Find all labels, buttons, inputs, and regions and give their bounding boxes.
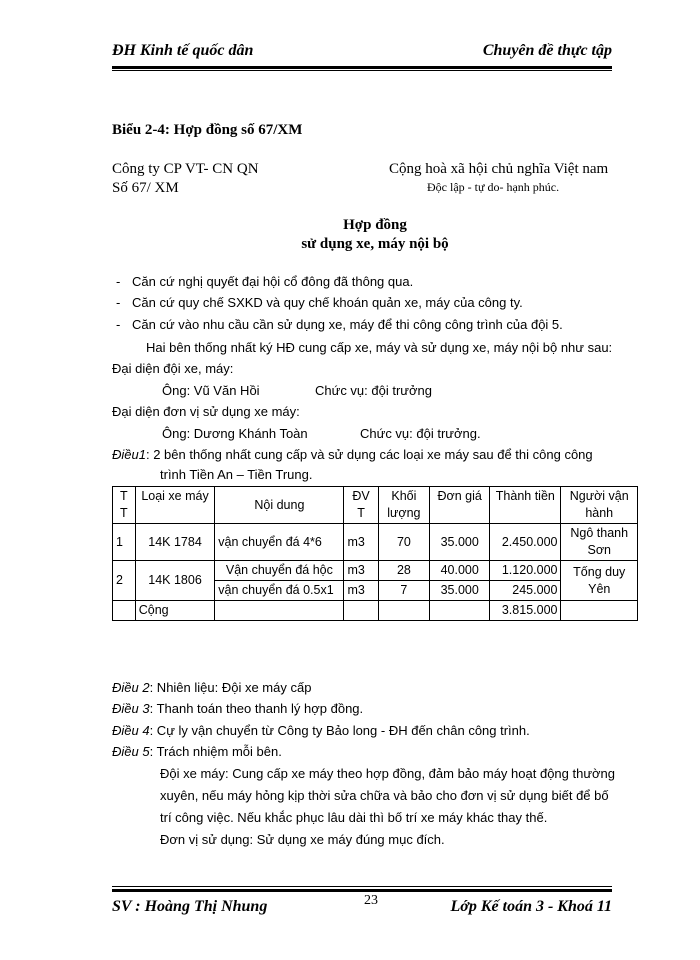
basis-bullet: -: [116, 317, 121, 332]
cell-content: vận chuyển đá 0.5x1: [215, 581, 344, 601]
article-5: [112, 744, 282, 759]
header-university: ĐH Kinh tế quốc dân: [112, 42, 254, 59]
table-row: [113, 561, 638, 581]
header-rule-thick: [112, 66, 612, 69]
article-label: Điều 5: [112, 744, 150, 759]
cell-qty: 7: [378, 581, 430, 601]
basis-item: Căn cứ vào nhu cầu cần sử dụng xe, máy để thi công công trình của đội 5.: [132, 317, 563, 332]
article-text: : Thanh toán theo thanh lý hợp đồng.: [149, 701, 364, 716]
basis-bullet: -: [116, 274, 121, 289]
article-1-text: : 2 bên thống nhất cung cấp và sử dụng các loại xe máy sau để thi công công: [145, 447, 593, 462]
party-a-label: Đại diện đội xe, máy:: [112, 361, 234, 376]
article-1: [112, 447, 593, 462]
article-text: : Nhiên liệu: Đội xe máy cấp: [149, 680, 312, 695]
cell-amount: 245.000: [490, 581, 561, 601]
article-1-label: Điều1: [112, 447, 146, 462]
agreement-intro: Hai bên thống nhất ký HĐ cung cấp xe, máy và sử dụng xe, máy nội bộ như sau:: [146, 340, 613, 355]
cell-amount: 1.120.000: [490, 561, 561, 581]
article-4: [112, 723, 530, 738]
col-header-price: Đơn giá: [430, 487, 490, 524]
party-a-person: Ông: Vũ Văn Hồi: [162, 383, 260, 398]
cell-qty: 28: [378, 561, 430, 581]
article-text: : Cự ly vận chuyển từ Công ty Bảo long - ĐH đến chân công trình.: [149, 723, 530, 738]
cell-total-label: Cộng: [135, 601, 215, 621]
footer-class: Lớp Kế toán 3 - Khoá 11: [450, 898, 612, 915]
contract-number: Số 67/ XM: [112, 180, 179, 196]
cell-empty: [561, 601, 638, 621]
republic-name: Cộng hoà xã hội chủ nghĩa Việt nam: [389, 161, 609, 177]
party-b-person: Ông: Dương Khánh Toàn: [162, 426, 308, 441]
fleet-responsibility-cont: trí công việc. Nếu khắc phục lâu dài thì bố trí xe máy khác thay thế.: [160, 810, 548, 825]
article-text: : Trách nhiệm mỗi bên.: [149, 744, 282, 759]
cell-content: vận chuyển đá 4*6: [215, 524, 344, 561]
cell-empty: [430, 601, 490, 621]
col-header-type: Loại xe máy: [135, 487, 215, 524]
col-header-unit: ĐV T: [344, 487, 378, 524]
fleet-responsibility: Đội xe máy: Cung cấp xe máy theo hợp đồng, đảm bảo máy hoạt động thường: [160, 766, 616, 781]
cell-empty: [215, 601, 344, 621]
table-row: [113, 524, 638, 561]
contract-subtitle: sử dụng xe, máy nội bộ: [301, 236, 449, 252]
basis-bullet: -: [116, 295, 121, 310]
article-2: [112, 680, 311, 695]
footer-student: SV : Hoàng Thị Nhung: [112, 898, 268, 915]
cell-unit: m3: [344, 561, 378, 581]
figure-caption: Biểu 2-4: Hợp đồng số 67/XM: [112, 122, 303, 138]
article-label: Điều 4: [112, 723, 150, 738]
header-rule-thin: [112, 70, 612, 71]
cell-qty: 70: [378, 524, 430, 561]
basis-item: Căn cứ nghị quyết đại hội cổ đông đã thông qua.: [132, 274, 414, 289]
page-header: [112, 42, 612, 66]
fleet-responsibility-cont: xuyên, nếu máy hỏng kịp thời sửa chữa và bảo cho đơn vị sử dụng biết để bố: [160, 788, 609, 803]
cell-type: 14K 1806: [135, 561, 215, 601]
cell-amount: 2.450.000: [490, 524, 561, 561]
table-header-row: [113, 487, 638, 524]
col-header-content: Nội dung: [215, 487, 344, 524]
article-1-text-cont: trình Tiền An – Tiền Trung.: [160, 467, 313, 482]
table-total-row: [113, 601, 638, 621]
cell-price: 35.000: [430, 524, 490, 561]
header-topic: Chuyên đề thực tập: [482, 42, 612, 59]
cell-unit: m3: [344, 524, 378, 561]
footer-rule-thin: [112, 886, 612, 887]
cell-content: Vận chuyển đá hộc: [215, 561, 344, 581]
cell-empty: [113, 601, 136, 621]
page-number: 23: [364, 893, 378, 908]
cell-price: 40.000: [430, 561, 490, 581]
col-header-amount: Thành tiền: [490, 487, 561, 524]
cell-empty: [378, 601, 430, 621]
basis-item: Căn cứ quy chế SXKD và quy chế khoán quản xe, máy của công ty.: [132, 295, 523, 310]
article-label: Điều 2: [112, 680, 150, 695]
user-responsibility: Đơn vị sử dụng: Sử dụng xe máy đúng mục đích.: [160, 832, 445, 847]
equipment-table: [112, 486, 638, 621]
col-header-qty: Khối lượng: [378, 487, 430, 524]
cell-operator: Tống duy Yên: [561, 561, 638, 601]
cell-price: 35.000: [430, 581, 490, 601]
company-name: Công ty CP VT- CN QN: [112, 161, 259, 177]
footer-rule-thick: [112, 889, 612, 892]
party-b-label: Đại diện đơn vị sử dụng xe máy:: [112, 404, 300, 419]
cell-unit: m3: [344, 581, 378, 601]
page-footer: [112, 898, 612, 922]
cell-empty: [344, 601, 378, 621]
col-header-operator: Người vận hành: [561, 487, 638, 524]
contract-title: Hợp đồng: [343, 217, 407, 233]
national-motto: Độc lập - tự do- hạnh phúc.: [427, 180, 560, 194]
cell-total-amount: 3.815.000: [490, 601, 561, 621]
cell-tt: 2: [113, 561, 136, 601]
cell-operator: Ngô thanh Sơn: [561, 524, 638, 561]
article-3: [112, 701, 363, 716]
cell-tt: 1: [113, 524, 136, 561]
col-header-tt: T T: [113, 487, 136, 524]
article-label: Điều 3: [112, 701, 150, 716]
cell-type: 14K 1784: [135, 524, 215, 561]
party-a-position: Chức vụ: đội trưởng: [315, 383, 432, 398]
party-b-position: Chức vụ: đội trưởng.: [360, 426, 481, 441]
